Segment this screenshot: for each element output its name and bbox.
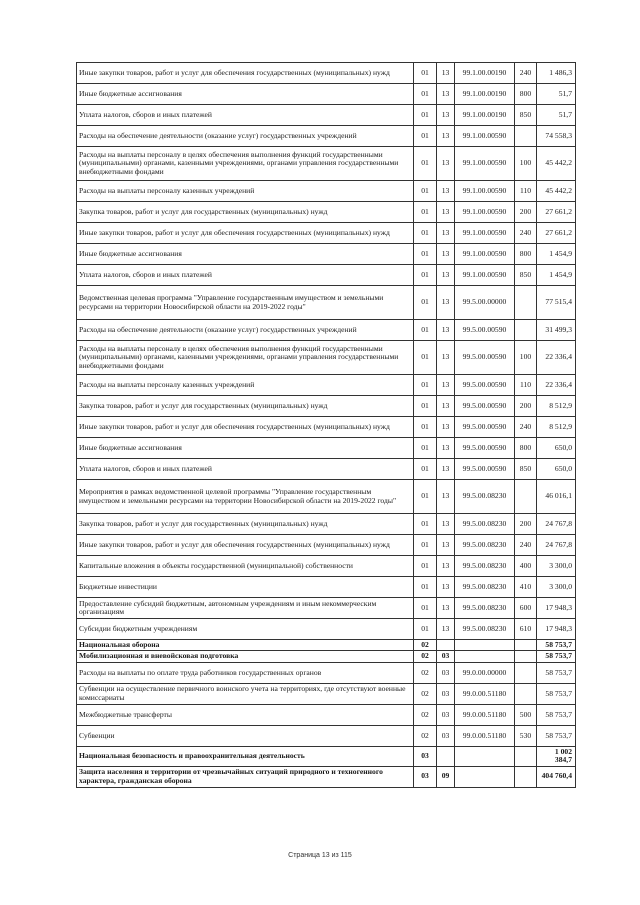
cell-section: 01 — [414, 202, 437, 223]
cell-amount: 27 661,2 — [537, 202, 576, 223]
table-row — [77, 320, 576, 341]
cell-name: Иные бюджетные ассигнования — [77, 84, 414, 105]
cell-expense-type — [515, 286, 537, 320]
cell-expense-type: 400 — [515, 556, 537, 577]
cell-subsection: 13 — [437, 375, 455, 396]
cell-subsection: 03 — [437, 651, 455, 662]
cell-amount: 77 515,4 — [537, 286, 576, 320]
cell-name: Мероприятия в рамках ведомственной целевой программы "Управление государственным имуществом и земельными ресурсами на территории Новосибирской области на 2019-2022 годы" — [77, 480, 414, 514]
cell-target-article: 99.5.00.08230 — [455, 577, 515, 598]
cell-amount: 58 753,7 — [537, 662, 576, 683]
cell-subsection: 13 — [437, 598, 455, 619]
cell-target-article: 99.5.00.00590 — [455, 459, 515, 480]
cell-name: Расходы на выплаты персоналу в целях обеспечения выполнения функций государственными (муниципальными) органами, казенными учреждениями, органами управления государственными внебюджетными фондами — [77, 341, 414, 375]
cell-subsection: 13 — [437, 438, 455, 459]
table-row — [77, 514, 576, 535]
cell-amount: 24 767,8 — [537, 514, 576, 535]
cell-subsection: 13 — [437, 286, 455, 320]
cell-expense-type — [515, 746, 537, 766]
cell-name: Бюджетные инвестиции — [77, 577, 414, 598]
cell-section: 01 — [414, 265, 437, 286]
cell-name: Иные закупки товаров, работ и услуг для обеспечения государственных (муниципальных) нужд — [77, 417, 414, 438]
cell-subsection: 13 — [437, 63, 455, 84]
cell-target-article: 99.5.00.00590 — [455, 341, 515, 375]
cell-name: Уплата налогов, сборов и иных платежей — [77, 459, 414, 480]
table-row — [77, 577, 576, 598]
cell-subsection: 13 — [437, 181, 455, 202]
cell-name: Ведомственная целевая программа "Управление государственным имуществом и земельными ресурсами на территории Новосибирской области на 2019-2022 годы" — [77, 286, 414, 320]
cell-name: Межбюджетные трансферты — [77, 704, 414, 725]
cell-subsection: 13 — [437, 577, 455, 598]
cell-amount: 1 454,9 — [537, 244, 576, 265]
cell-name: Расходы на обеспечение деятельности (оказание услуг) государственных учреждений — [77, 320, 414, 341]
table-row — [77, 202, 576, 223]
cell-subsection: 13 — [437, 514, 455, 535]
cell-section: 01 — [414, 417, 437, 438]
cell-subsection: 13 — [437, 202, 455, 223]
cell-target-article: 99.1.00.00590 — [455, 202, 515, 223]
table-row — [77, 619, 576, 640]
cell-target-article: 99.5.00.00000 — [455, 286, 515, 320]
cell-name: Закупка товаров, работ и услуг для государственных (муниципальных) нужд — [77, 202, 414, 223]
cell-name: Иные бюджетные ассигнования — [77, 244, 414, 265]
cell-section: 01 — [414, 619, 437, 640]
cell-target-article: 99.1.00.00190 — [455, 63, 515, 84]
cell-section: 02 — [414, 704, 437, 725]
table-row — [77, 556, 576, 577]
cell-section: 01 — [414, 181, 437, 202]
cell-expense-type: 240 — [515, 417, 537, 438]
cell-expense-type — [515, 651, 537, 662]
cell-subsection: 13 — [437, 535, 455, 556]
cell-expense-type: 200 — [515, 514, 537, 535]
cell-expense-type: 240 — [515, 63, 537, 84]
cell-expense-type: 530 — [515, 725, 537, 746]
cell-section: 01 — [414, 320, 437, 341]
cell-expense-type: 800 — [515, 244, 537, 265]
cell-expense-type: 200 — [515, 396, 537, 417]
table-row — [77, 341, 576, 375]
table-row — [77, 181, 576, 202]
cell-section: 01 — [414, 577, 437, 598]
cell-amount: 58 753,7 — [537, 683, 576, 704]
cell-amount: 17 948,3 — [537, 619, 576, 640]
cell-target-article: 99.1.00.00590 — [455, 223, 515, 244]
table-row — [77, 459, 576, 480]
cell-amount: 650,0 — [537, 459, 576, 480]
cell-section: 01 — [414, 223, 437, 244]
table-row — [77, 725, 576, 746]
cell-target-article: 99.5.00.08230 — [455, 619, 515, 640]
cell-section: 01 — [414, 375, 437, 396]
cell-subsection: 13 — [437, 556, 455, 577]
cell-expense-type — [515, 640, 537, 651]
cell-amount: 45 442,2 — [537, 147, 576, 181]
table-row — [77, 147, 576, 181]
cell-name: Субвенции на осуществление первичного воинского учета на территориях, где отсутствуют военные комиссариаты — [77, 683, 414, 704]
cell-section: 01 — [414, 459, 437, 480]
cell-target-article: 99.5.00.08230 — [455, 556, 515, 577]
table-row — [77, 662, 576, 683]
table-row — [77, 63, 576, 84]
cell-section: 01 — [414, 598, 437, 619]
cell-subsection: 13 — [437, 480, 455, 514]
cell-target-article — [455, 766, 515, 787]
cell-expense-type: 110 — [515, 181, 537, 202]
cell-amount: 24 767,8 — [537, 535, 576, 556]
cell-name: Иные бюджетные ассигнования — [77, 438, 414, 459]
table-row — [77, 480, 576, 514]
cell-amount: 46 016,1 — [537, 480, 576, 514]
cell-amount: 404 760,4 — [537, 766, 576, 787]
cell-amount: 8 512,9 — [537, 396, 576, 417]
cell-section: 01 — [414, 244, 437, 265]
cell-target-article — [455, 640, 515, 651]
cell-target-article: 99.5.00.00590 — [455, 396, 515, 417]
cell-expense-type: 100 — [515, 147, 537, 181]
cell-target-article: 99.5.00.08230 — [455, 480, 515, 514]
cell-subsection: 13 — [437, 265, 455, 286]
cell-amount: 22 336,4 — [537, 375, 576, 396]
cell-expense-type: 800 — [515, 84, 537, 105]
cell-expense-type — [515, 320, 537, 341]
cell-target-article: 99.0.00.00000 — [455, 662, 515, 683]
cell-expense-type: 800 — [515, 438, 537, 459]
cell-amount: 27 661,2 — [537, 223, 576, 244]
table-row — [77, 286, 576, 320]
cell-target-article: 99.5.00.00590 — [455, 320, 515, 341]
cell-subsection: 13 — [437, 126, 455, 147]
table-row — [77, 746, 576, 766]
table-row — [77, 766, 576, 787]
cell-expense-type — [515, 766, 537, 787]
cell-amount: 58 753,7 — [537, 725, 576, 746]
cell-subsection: 13 — [437, 396, 455, 417]
table-row — [77, 244, 576, 265]
cell-target-article — [455, 651, 515, 662]
cell-amount: 1 454,9 — [537, 265, 576, 286]
cell-subsection: 13 — [437, 320, 455, 341]
cell-expense-type — [515, 126, 537, 147]
cell-subsection: 09 — [437, 766, 455, 787]
cell-subsection: 13 — [437, 459, 455, 480]
cell-amount: 22 336,4 — [537, 341, 576, 375]
cell-expense-type: 500 — [515, 704, 537, 725]
cell-amount: 31 499,3 — [537, 320, 576, 341]
cell-target-article: 99.1.00.00190 — [455, 84, 515, 105]
cell-subsection: 13 — [437, 84, 455, 105]
cell-amount: 51,7 — [537, 105, 576, 126]
cell-name: Иные закупки товаров, работ и услуг для обеспечения государственных (муниципальных) нужд — [77, 223, 414, 244]
table-row — [77, 438, 576, 459]
cell-section: 03 — [414, 746, 437, 766]
cell-name: Расходы на выплаты персоналу казенных учреждений — [77, 375, 414, 396]
cell-amount: 58 753,7 — [537, 640, 576, 651]
cell-amount: 58 753,7 — [537, 651, 576, 662]
cell-target-article: 99.0.00.51180 — [455, 725, 515, 746]
table-row — [77, 704, 576, 725]
cell-expense-type: 240 — [515, 223, 537, 244]
cell-target-article: 99.0.00.51180 — [455, 704, 515, 725]
page-number: Страница 13 из 115 — [288, 852, 352, 859]
cell-name: Расходы на выплаты персоналу казенных учреждений — [77, 181, 414, 202]
cell-section: 01 — [414, 480, 437, 514]
cell-subsection: 03 — [437, 704, 455, 725]
table-row — [77, 683, 576, 704]
cell-section: 01 — [414, 535, 437, 556]
table-row — [77, 375, 576, 396]
cell-target-article: 99.5.00.08230 — [455, 514, 515, 535]
table-row — [77, 396, 576, 417]
cell-target-article: 99.5.00.08230 — [455, 535, 515, 556]
cell-expense-type — [515, 480, 537, 514]
cell-expense-type: 850 — [515, 459, 537, 480]
table-row — [77, 105, 576, 126]
cell-section: 01 — [414, 84, 437, 105]
cell-name: Закупка товаров, работ и услуг для государственных (муниципальных) нужд — [77, 514, 414, 535]
cell-section: 01 — [414, 514, 437, 535]
cell-expense-type: 240 — [515, 535, 537, 556]
cell-subsection: 03 — [437, 662, 455, 683]
cell-section: 01 — [414, 63, 437, 84]
cell-section: 01 — [414, 126, 437, 147]
table-row — [77, 535, 576, 556]
cell-subsection: 13 — [437, 223, 455, 244]
cell-amount: 45 442,2 — [537, 181, 576, 202]
cell-name: Субсидии бюджетным учреждениям — [77, 619, 414, 640]
cell-expense-type: 200 — [515, 202, 537, 223]
cell-subsection: 03 — [437, 725, 455, 746]
cell-expense-type — [515, 683, 537, 704]
cell-subsection — [437, 746, 455, 766]
budget-table-container — [76, 62, 575, 788]
cell-target-article: 99.5.00.00590 — [455, 438, 515, 459]
cell-section: 01 — [414, 438, 437, 459]
cell-name: Национальная оборона — [77, 640, 414, 651]
cell-amount: 3 300,0 — [537, 577, 576, 598]
table-row — [77, 598, 576, 619]
table-row — [77, 265, 576, 286]
cell-section: 01 — [414, 147, 437, 181]
cell-subsection: 13 — [437, 417, 455, 438]
cell-target-article: 99.0.00.51180 — [455, 683, 515, 704]
cell-section: 01 — [414, 341, 437, 375]
cell-target-article: 99.5.00.00590 — [455, 375, 515, 396]
cell-subsection: 13 — [437, 105, 455, 126]
table-row — [77, 417, 576, 438]
cell-expense-type: 600 — [515, 598, 537, 619]
cell-name: Уплата налогов, сборов и иных платежей — [77, 105, 414, 126]
cell-expense-type: 100 — [515, 341, 537, 375]
cell-subsection: 13 — [437, 244, 455, 265]
cell-target-article: 99.1.00.00590 — [455, 126, 515, 147]
cell-section: 01 — [414, 396, 437, 417]
cell-amount: 650,0 — [537, 438, 576, 459]
cell-section: 02 — [414, 662, 437, 683]
cell-section: 02 — [414, 683, 437, 704]
cell-name: Мобилизационная и вневойсковая подготовка — [77, 651, 414, 662]
cell-subsection: 13 — [437, 341, 455, 375]
cell-target-article: 99.1.00.00590 — [455, 181, 515, 202]
cell-target-article — [455, 746, 515, 766]
cell-amount: 74 558,3 — [537, 126, 576, 147]
cell-name: Национальная безопасность и правоохранительная деятельность — [77, 746, 414, 766]
cell-amount: 17 948,3 — [537, 598, 576, 619]
budget-table — [76, 62, 576, 788]
cell-section: 02 — [414, 640, 437, 651]
cell-amount: 3 300,0 — [537, 556, 576, 577]
cell-amount: 58 753,7 — [537, 704, 576, 725]
cell-target-article: 99.5.00.00590 — [455, 417, 515, 438]
cell-section: 02 — [414, 651, 437, 662]
cell-amount: 8 512,9 — [537, 417, 576, 438]
cell-name: Защита населения и территории от чрезвычайных ситуаций природного и техногенного характера, гражданская оборона — [77, 766, 414, 787]
cell-name: Капитальные вложения в объекты государственной (муниципальной) собственности — [77, 556, 414, 577]
cell-name: Расходы на выплаты персоналу в целях обеспечения выполнения функций государственными (муниципальными) органами, казенными учреждениями, органами управления государственными внебюджетными фондами — [77, 147, 414, 181]
cell-target-article: 99.1.00.00190 — [455, 105, 515, 126]
cell-subsection: 13 — [437, 147, 455, 181]
cell-amount: 51,7 — [537, 84, 576, 105]
cell-name: Закупка товаров, работ и услуг для государственных (муниципальных) нужд — [77, 396, 414, 417]
cell-name: Расходы на выплаты по оплате труда работников государственных органов — [77, 662, 414, 683]
cell-amount: 1 002 384,7 — [537, 746, 576, 766]
cell-expense-type: 410 — [515, 577, 537, 598]
cell-name: Расходы на обеспечение деятельности (оказание услуг) государственных учреждений — [77, 126, 414, 147]
table-row — [77, 223, 576, 244]
table-row — [77, 126, 576, 147]
table-row — [77, 640, 576, 651]
table-body — [77, 63, 576, 788]
cell-name: Иные закупки товаров, работ и услуг для обеспечения государственных (муниципальных) нужд — [77, 63, 414, 84]
cell-section: 01 — [414, 556, 437, 577]
cell-expense-type — [515, 662, 537, 683]
cell-section: 03 — [414, 766, 437, 787]
table-row — [77, 84, 576, 105]
table-row — [77, 651, 576, 662]
cell-expense-type: 610 — [515, 619, 537, 640]
cell-section: 01 — [414, 286, 437, 320]
cell-expense-type: 850 — [515, 265, 537, 286]
cell-subsection: 03 — [437, 683, 455, 704]
cell-name: Иные закупки товаров, работ и услуг для обеспечения государственных (муниципальных) нужд — [77, 535, 414, 556]
cell-target-article: 99.5.00.08230 — [455, 598, 515, 619]
cell-expense-type: 850 — [515, 105, 537, 126]
cell-expense-type: 110 — [515, 375, 537, 396]
cell-target-article: 99.1.00.00590 — [455, 244, 515, 265]
cell-section: 02 — [414, 725, 437, 746]
cell-target-article: 99.1.00.00590 — [455, 147, 515, 181]
cell-subsection — [437, 640, 455, 651]
cell-name: Предоставление субсидий бюджетным, автономным учреждениям и иным некоммерческим организациям — [77, 598, 414, 619]
cell-target-article: 99.1.00.00590 — [455, 265, 515, 286]
cell-amount: 1 486,3 — [537, 63, 576, 84]
cell-section: 01 — [414, 105, 437, 126]
cell-name: Уплата налогов, сборов и иных платежей — [77, 265, 414, 286]
cell-name: Субвенции — [77, 725, 414, 746]
cell-subsection: 13 — [437, 619, 455, 640]
